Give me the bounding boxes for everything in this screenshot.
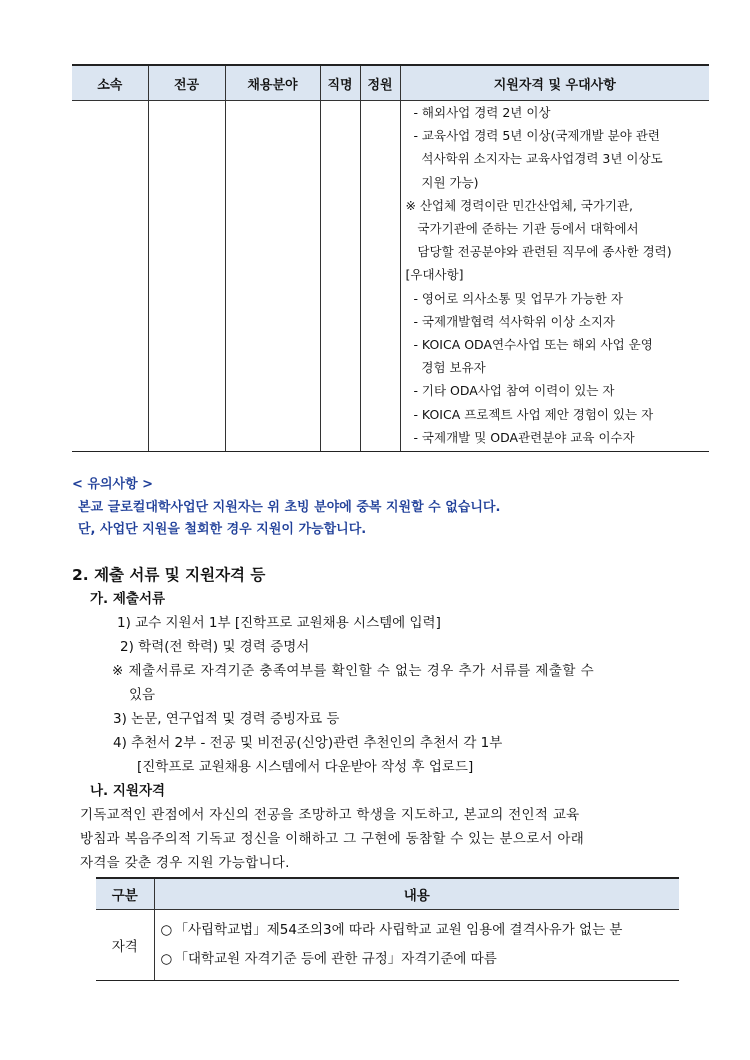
header-position: 직명 [320, 65, 360, 101]
list-item: ※ 제출서류로 자격기준 충족여부를 확인할 수 없는 경우 추가 서류를 제출할 수 [112, 663, 595, 679]
paragraph-line: 자격을 갖춘 경우 지원 가능합니다. [80, 855, 290, 871]
list-item: 있음 [129, 687, 156, 703]
row-content [154, 910, 679, 981]
cell-position [320, 101, 360, 452]
header-category: 구분 [96, 878, 154, 910]
notice-line: 단, 사업단 지원을 철회한 경우 지원이 가능합니다. [78, 522, 367, 537]
header-field: 채용분야 [225, 65, 320, 101]
qualification-line: 석사학위 소지자는 교육사업경력 3년 이상도 [405, 151, 663, 167]
list-item [161, 916, 680, 945]
qualification-line: - 국제개발협력 석사학위 이상 소지자 [405, 313, 615, 329]
qualification-table [96, 877, 679, 981]
qualification-line: 국가기관에 준하는 기관 등에서 대학에서 [405, 221, 639, 237]
table-row [96, 910, 679, 981]
list-item [161, 945, 680, 974]
table-row [72, 101, 709, 452]
qualification-line: - 교육사업 경력 5년 이상(국제개발 분야 관련 [405, 128, 660, 144]
qualification-line: - 기타 ODA사업 참여 이력이 있는 자 [405, 383, 615, 399]
qualification-line: - 국제개발 및 ODA관련분야 교육 이수자 [405, 429, 635, 445]
item-text: 「사립학교법」제54조의3에 따라 사립학교 교원 임용에 결격사유가 없는 분 [174, 922, 623, 938]
qualification-line: - 해외사업 경력 2년 이상 [405, 105, 551, 120]
qualification-line: 경험 보유자 [405, 360, 486, 376]
qualification-line: ※ 산업체 경력이란 민간산업체, 국가기관, [405, 197, 634, 213]
cell-affiliation [72, 101, 148, 452]
list-item: 3) 논문, 연구업적 및 경력 증빙자료 등 [113, 711, 340, 727]
recruitment-table [72, 64, 709, 452]
cell-quota [360, 101, 400, 452]
subsection-title: 나. 지원자격 [90, 783, 166, 799]
qualification-line: 지원 가능) [405, 174, 479, 190]
list-item: 2) 학력(전 학력) 및 경력 증명서 [120, 639, 310, 655]
subsection-title: 가. 제출서류 [90, 591, 166, 607]
list-item: [진학프로 교원채용 시스템에서 다운받아 작성 후 업로드] [137, 759, 474, 775]
list-item: 1) 교수 지원서 1부 [진학프로 교원채용 시스템에 입력] [117, 615, 441, 631]
cell-qualifications [400, 101, 709, 452]
table-header-row [96, 878, 679, 910]
item-text: 「대학교원 자격기준 등에 관한 규정」자격기준에 따름 [174, 951, 497, 967]
row-label: 자격 [96, 910, 154, 981]
notice-line: 본교 글로컬대학사업단 지원자는 위 초빙 분야에 중복 지원할 수 없습니다. [78, 500, 501, 515]
qualification-line: - 영어로 의사소통 및 업무가 가능한 자 [405, 290, 623, 306]
paragraph-line: 방침과 복음주의적 기독교 정신을 이해하고 그 구현에 동참할 수 있는 분으로서 아래 [80, 831, 585, 847]
header-content: 내용 [154, 878, 679, 910]
qualification-line: - KOICA ODA연수사업 또는 해외 사업 운영 [405, 337, 653, 353]
bullet-icon: ○ [160, 922, 173, 938]
header-quota: 정원 [360, 65, 400, 101]
list-item: 4) 추천서 2부 - 전공 및 비전공(신앙)관련 추천인의 추천서 각 1부 [113, 735, 503, 751]
header-qualifications: 지원자격 및 우대사항 [400, 65, 709, 101]
notice-heading: < 유의사항 > [72, 477, 154, 492]
qualification-line: [우대사항] [405, 267, 464, 283]
section-title: 2. 제출 서류 및 지원자격 등 [72, 566, 266, 584]
bullet-icon: ○ [160, 951, 173, 967]
qualification-line: 담당할 전공분야와 관련된 직무에 종사한 경력) [405, 244, 672, 260]
header-major: 전공 [148, 65, 225, 101]
header-affiliation: 소속 [72, 65, 148, 101]
table-header-row [72, 65, 709, 101]
qualification-line: - KOICA 프로젝트 사업 제안 경험이 있는 자 [405, 406, 654, 422]
cell-major [148, 101, 225, 452]
cell-field [225, 101, 320, 452]
paragraph-line: 기독교적인 관점에서 자신의 전공을 조망하고 학생을 지도하고, 본교의 전인적 교육 [80, 807, 580, 823]
